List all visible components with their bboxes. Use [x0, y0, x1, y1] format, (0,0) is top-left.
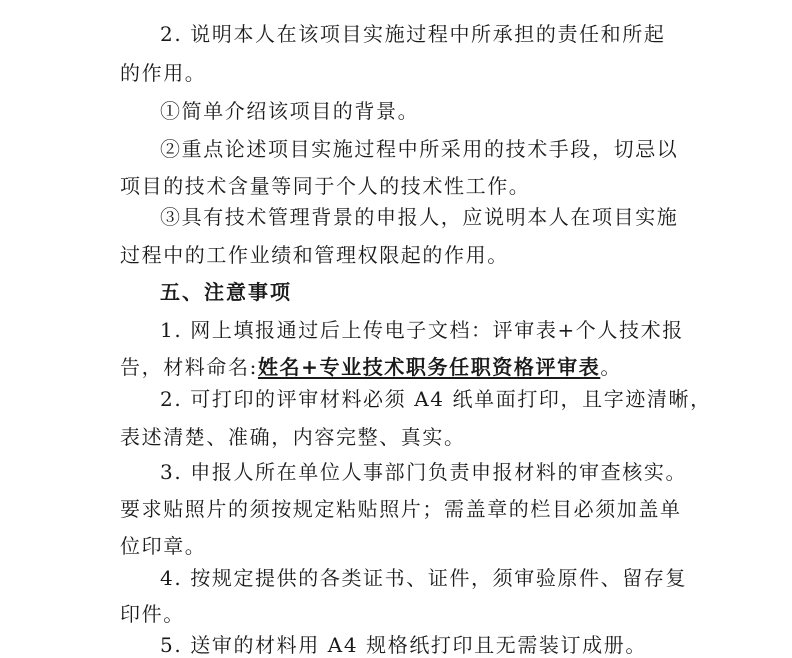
item2-line1: 2. 说明本人在该项目实施过程中所承担的责任和所起	[160, 22, 666, 46]
sub-item-3-line1: ③具有技术管理背景的申报人，应说明本人在项目实施	[160, 205, 679, 229]
sub-item-1: ①简单介绍该项目的背景。	[160, 99, 420, 123]
note-3-line3: 位印章。	[120, 534, 207, 558]
note-3-line2: 要求贴照片的须按规定粘贴照片；需盖章的栏目必须加盖单	[120, 497, 682, 521]
note-4-line1: 4. 按规定提供的各类证书、证件，须审验原件、留存复	[160, 566, 688, 590]
note-4-line2: 印件。	[120, 602, 185, 626]
file-naming-emphasis: 姓名+专业技术职务任职资格评审表	[257, 355, 601, 379]
note-3-line1: 3. 申报人所在单位人事部门负责申报材料的审查核实。	[160, 460, 688, 484]
note-1-line2	[120, 355, 680, 379]
note-2-line1: 2. 可打印的评审材料必须 A4 纸单面打印，且字迹清晰，	[160, 387, 712, 411]
note-1-prefix: 告，材料命名:	[120, 355, 258, 379]
section-heading: 五、注意事项	[160, 280, 292, 304]
item2-line2: 的作用。	[120, 61, 207, 85]
sub-item-2-line1: ②重点论述项目实施过程中所采用的技术手段，切忌以	[160, 137, 679, 161]
sub-item-2-line2: 项目的技术含量等同于个人的技术性工作。	[120, 174, 531, 198]
note-1-line1: 1. 网上填报通过后上传电子文档：评审表+个人技术报	[160, 318, 684, 342]
sub-item-3-line2: 过程中的工作业绩和管理权限起的作用。	[120, 243, 509, 267]
note-5-line1: 5. 送审的材料用 A4 规格纸打印且无需装订成册。	[160, 633, 647, 657]
note-2-line2: 表述清楚、准确，内容完整、真实。	[120, 425, 466, 449]
note-1-suffix: 。	[600, 355, 622, 379]
